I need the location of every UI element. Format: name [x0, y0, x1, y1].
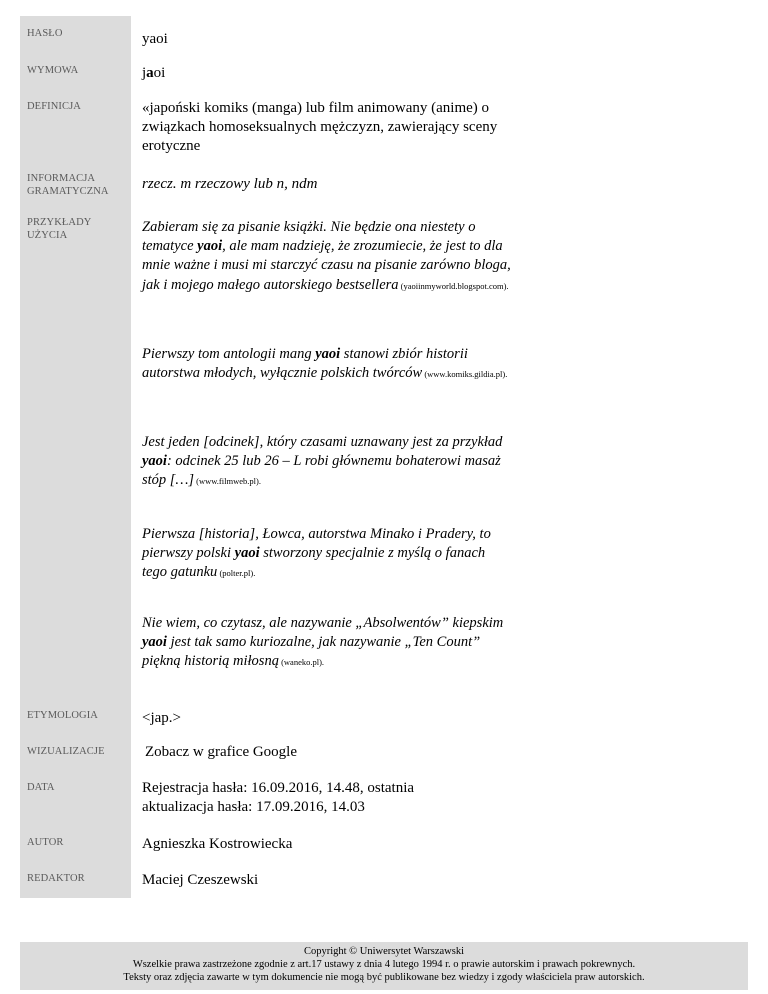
label-examples [27, 216, 131, 242]
example-keyword: yaoi [142, 634, 167, 651]
example-text: jest tak samo kuriozalne, jak nazywanie „Ten Count” piękną historią miłosną [142, 634, 481, 670]
date-line-1: Rejestracja hasła: 16.09.2016, 14.48, ostatnia [142, 780, 415, 796]
copyright-line: Copyright © Uniwersytet Warszawski [303, 946, 465, 957]
pronunciation-start: j [142, 65, 147, 81]
example-keyword: yaoi [197, 238, 223, 255]
etymology: <jap.> [142, 710, 181, 726]
example-2 [142, 345, 512, 384]
example-4 [142, 525, 512, 584]
publication-notice: Teksty oraz zdjęcia zawarte w tym dokumencie nie mogą być publikowane bez wiedzy i zgody właściciela praw autorskich. [123, 972, 645, 983]
label-pronunciation: WYMOWA [27, 65, 79, 76]
copyright-footer [20, 942, 748, 990]
label-grammar-line2: GRAMATYCZNA [27, 186, 109, 197]
example-3 [142, 433, 512, 492]
example-1 [142, 218, 512, 296]
example-keyword: yaoi [234, 545, 260, 562]
example-source: (polter.pl). [217, 568, 256, 579]
editor: Maciej Czeszewski [142, 872, 259, 888]
example-text: stanowi zbiór historii autorstwa młodych, wyłącznie polskich twórców [142, 346, 468, 382]
label-author: AUTOR [27, 837, 64, 848]
label-examples-line1: PRZYKŁADY [27, 217, 92, 228]
pronunciation-end: oi [153, 65, 166, 81]
grammar-info: rzecz. m rzeczowy lub n, ndm [142, 176, 318, 192]
label-definition: DEFINICJA [27, 101, 81, 112]
label-column [20, 16, 131, 898]
example-keyword: yaoi [315, 346, 341, 362]
example-text: Jest jeden [odcinek], który czasami uznawany jest za przykład [142, 434, 503, 450]
example-text: Pierwsza [historia], Łowca, autorstwa Minako i Pradery, to pierwszy polski [142, 526, 491, 562]
label-editor: REDAKTOR [27, 873, 85, 884]
pronunciation-stressed: a [146, 65, 154, 81]
example-source: (www.komiks.gildia.pl). [422, 369, 508, 380]
example-source: (www.filmweb.pl). [193, 476, 261, 487]
example-source: (waneko.pl). [278, 657, 325, 668]
example-text: : odcinek 25 lub 26 – L robi głównemu bohaterowi masaż stóp […] [142, 453, 501, 489]
definition: «japoński komiks (manga) lub film animowany (anime) o związkach homoseksualnych mężczyzn, zawierający sceny erotyczne [142, 100, 498, 154]
example-text: Zabieram się za pisanie książki. Nie będzie ona niestety o tematyce [142, 219, 476, 255]
example-source: (yaoiinmyworld.blogspot.com). [398, 280, 509, 291]
example-5 [142, 614, 512, 673]
label-headword: HASŁO [27, 28, 63, 39]
author: Agnieszka Kostrowiecka [142, 836, 293, 852]
label-visualizations: WIZUALIZACJE [27, 746, 105, 757]
example-keyword: yaoi [142, 453, 167, 470]
headword: yaoi [142, 31, 168, 47]
google-images-link[interactable]: Zobacz w grafice Google [145, 744, 298, 760]
example-text: Pierwszy tom antologii mang [142, 346, 316, 362]
label-etymology: ETYMOLOGIA [27, 710, 98, 721]
example-text: Nie wiem, co czytasz, ale nazywanie „Absolwentów” kiepskim [142, 615, 504, 631]
pronunciation [142, 64, 512, 83]
label-date: DATA [27, 782, 55, 793]
registration-date [142, 779, 512, 817]
example-text: , ale mam nadzieję, że zrozumiecie, że jest to dla mnie ważne i musi mi starczyć czasu na pisanie zarówno bloga, jak i mojego małego autorskiego bestsellera [142, 238, 511, 293]
label-grammar [27, 172, 131, 198]
example-text: stworzony specjalnie z myślą o fanach tego gatunku [142, 545, 486, 581]
date-line-2: aktualizacja hasła: 17.09.2016, 14.03 [142, 799, 365, 815]
rights-line: Wszelkie prawa zastrzeżone zgodnie z art.17 ustawy z dnia 4 lutego 1994 r. o prawie autorskim i prawach pokrewnych. [132, 959, 636, 970]
label-examples-line2: UŻYCIA [27, 230, 68, 241]
label-grammar-line1: INFORMACJA [27, 173, 96, 184]
